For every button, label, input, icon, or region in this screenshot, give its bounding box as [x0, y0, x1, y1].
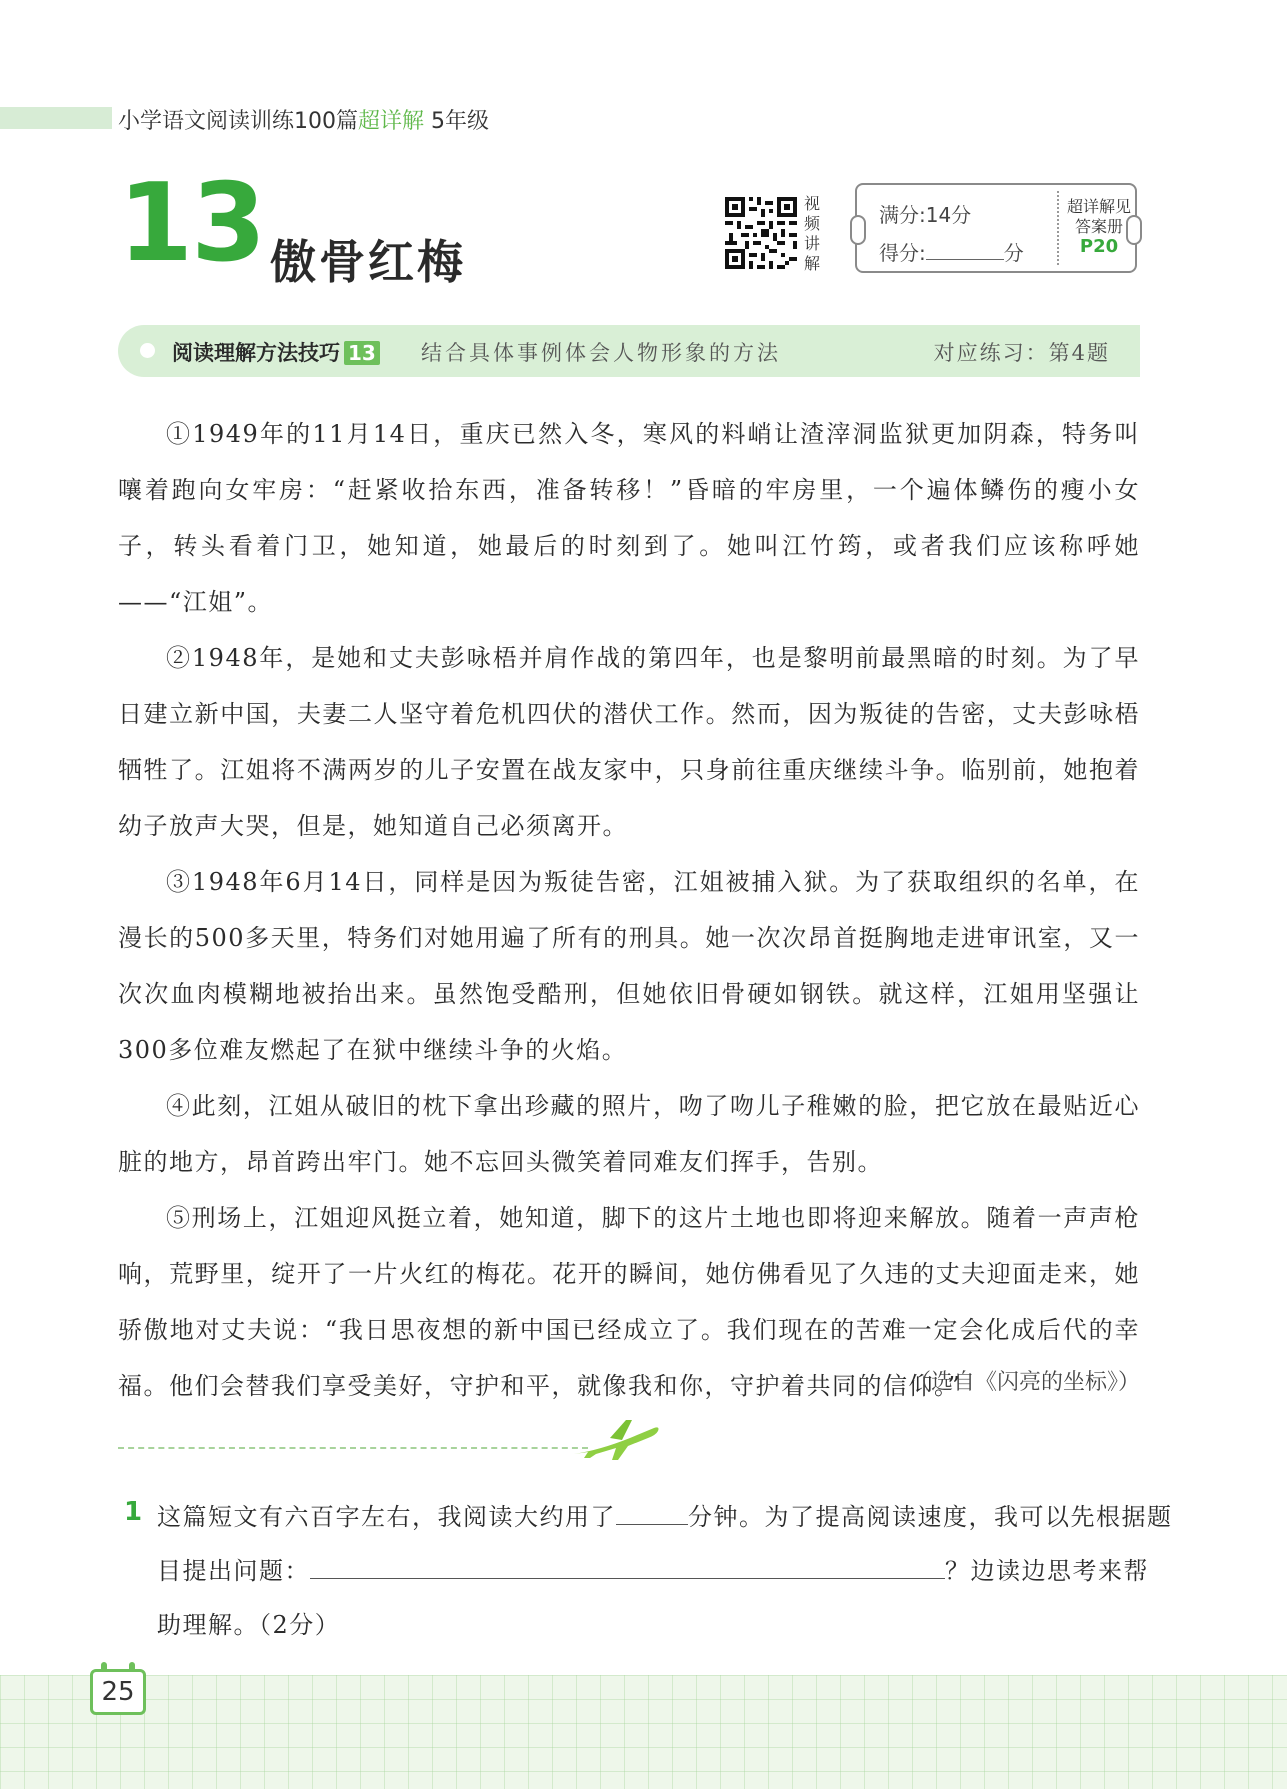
- score-box: [855, 183, 1137, 273]
- question-line: 助理解。（2分）: [157, 1611, 341, 1639]
- question-1: [157, 1490, 1173, 1652]
- score-unit: 分: [1003, 241, 1024, 265]
- page-number: 25: [90, 1669, 146, 1715]
- qr-label-char: 讲: [804, 234, 821, 253]
- lesson-title: 傲骨红梅: [270, 235, 466, 289]
- airplane-icon: [570, 1416, 662, 1462]
- passage-paragraph: ③1948年6月14日，同样是因为叛徒告密，江姐被捕入狱。为了获取组织的名单，在漫长的500多天里，特务们对她用遍了所有的刑具。她一次次昂首挺胸地走进审讯室，又一次次血肉模糊地被抬出来。虽然饱受酷刑，但她依旧骨硬如钢铁。就这样，江姐用坚强让300多位难友燃起了在狱中继续斗争的火焰。: [118, 868, 1140, 1064]
- question-answer-blank[interactable]: [310, 1552, 945, 1579]
- banner-number: 13: [344, 341, 380, 365]
- question-text: 目提出问题：: [157, 1557, 310, 1585]
- score-blank[interactable]: [926, 241, 1004, 260]
- score-label: 得分:: [879, 241, 926, 265]
- answer-reference: [1061, 197, 1137, 257]
- score-divider: [1057, 191, 1059, 265]
- minutes-answer-blank[interactable]: [616, 1498, 688, 1525]
- header-accent-bar: [0, 107, 112, 129]
- book-header: [118, 104, 489, 135]
- passage-source: （选自《闪亮的坐标》）: [908, 1370, 1140, 1395]
- qr-label-char: 解: [804, 254, 821, 273]
- passage-paragraph: ①1949年的11月14日，重庆已然入冬，寒风的料峭让渣滓洞监狱更加阴森，特务叫嚷着跑向女牢房：“赶紧收拾东西，准备转移！”昏暗的牢房里，一个遍体鳞伤的瘦小女子，转头看着门卫，她知道，她最后的时刻到了。她叫江竹筠，或者我们应该称呼她——“江姐”。: [118, 420, 1140, 616]
- banner-bullet-icon: [140, 343, 155, 358]
- qr-label-char: 频: [804, 214, 821, 233]
- banner-exercise: 对应练习：第4题: [933, 341, 1110, 365]
- reading-passage: [118, 406, 1140, 1414]
- passage-paragraph: ④此刻，江姐从破旧的枕下拿出珍藏的照片，吻了吻儿子稚嫩的脸，把它放在最贴近心脏的地方，昂首跨出牢门。她不忘回头微笑着同难友们挥手，告别。: [118, 1092, 1140, 1176]
- qr-label: [804, 194, 824, 274]
- lesson-number: 13: [118, 161, 265, 286]
- answer-page: P20: [1079, 236, 1119, 257]
- answer-reference-line: 答案册: [1074, 217, 1123, 236]
- question-text: 这篇短文有六百字左右，我阅读大约用了: [157, 1503, 616, 1531]
- book-grade: 5年级: [431, 109, 490, 134]
- section-divider: [118, 1447, 588, 1449]
- passage-paragraph: ②1948年，是她和丈夫彭咏梧并肩作战的第四年，也是黎明前最黑暗的时刻。为了早日建立新中国，夫妻二人坚守着危机四伏的潜伏工作。然而，因为叛徒的告密，丈夫彭咏梧牺牲了。江姐将不满两岁的儿子安置在战友家中，只身前往重庆继续斗争。临别前，她抱着幼子放声大哭，但是，她知道自己必须离开。: [118, 644, 1140, 840]
- banner-title: [172, 337, 380, 367]
- question-line: [157, 1490, 1173, 1544]
- method-banner: [118, 325, 1140, 377]
- question-text: ？边读边思考来帮: [945, 1557, 1149, 1585]
- question-text: 分钟。为了提高阅读速度，我可以先根据题: [688, 1503, 1173, 1531]
- book-highlight: 超详解: [358, 109, 425, 134]
- passage-paragraph: ⑤刑场上，江姐迎风挺立着，她知道，脚下的这片土地也即将迎来解放。随着一声声枪响，荒野里，绽开了一片火红的梅花。花开的瞬间，她仿佛看见了久违的丈夫迎面走来，她骄傲地对丈夫说：“我日思夜想的新中国已经成立了。我们现在的苦难一定会化成后代的幸福。他们会替我们享受美好，守护和平，就像我和你，守护着共同的信仰。”: [118, 1204, 1140, 1400]
- full-score: 满分:14分: [879, 203, 972, 227]
- banner-title-text: 阅读理解方法技巧: [172, 341, 340, 365]
- answer-reference-line: 超详解见: [1066, 197, 1131, 216]
- qr-code-icon[interactable]: [723, 195, 799, 271]
- qr-label-char: 视: [804, 194, 821, 213]
- book-title: 小学语文阅读训练100篇: [118, 109, 358, 134]
- score-entry: [879, 237, 1024, 266]
- score-box-notch: [850, 215, 866, 245]
- banner-method: 结合具体事例体会人物形象的方法: [421, 341, 781, 365]
- page-footer: [0, 1675, 1287, 1789]
- question-line: [157, 1544, 1149, 1598]
- question-number: 1: [124, 1497, 143, 1527]
